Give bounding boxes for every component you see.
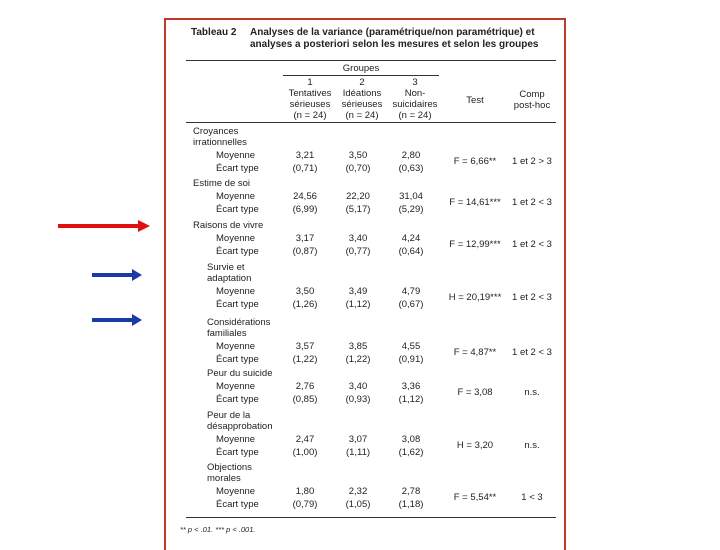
ecart-value: (0,71) <box>292 163 318 174</box>
column-header-1-num: 1 <box>307 77 313 88</box>
test-statistic: F = 6,66** <box>453 156 497 167</box>
moyenne-value: 2,80 <box>401 150 421 161</box>
section-title: Survie et <box>207 262 245 273</box>
post-hoc-comparison: 1 < 3 <box>521 492 543 503</box>
ecart-value: (1,05) <box>345 499 371 510</box>
moyenne-label: Moyenne <box>216 341 256 352</box>
post-hoc-comparison: n.s. <box>524 440 540 451</box>
test-statistic: F = 3,08 <box>457 387 493 398</box>
ecart-value: (5,29) <box>398 204 424 215</box>
ecart-value: (1,26) <box>292 299 318 310</box>
ecart-type-label: Écart type <box>216 499 259 510</box>
moyenne-value: 3,50 <box>295 286 315 297</box>
column-header-3-num: 3 <box>412 77 418 88</box>
section-title: désapprobation <box>207 421 273 432</box>
ecart-type-label: Écart type <box>216 163 259 174</box>
top-rule <box>186 60 556 61</box>
post-hoc-comparison: 1 et 2 < 3 <box>512 347 552 358</box>
post-hoc-comparison: 1 et 2 < 3 <box>512 292 552 303</box>
ecart-value: (1,00) <box>292 447 318 458</box>
ecart-value: (0,93) <box>345 394 371 405</box>
section-title: Raisons de vivre <box>193 220 264 231</box>
footnote: ** p < .01. *** p < .001. <box>180 525 256 534</box>
moyenne-value: 3,40 <box>348 233 368 244</box>
moyenne-value: 3,36 <box>401 381 421 392</box>
ecart-type-label: Écart type <box>216 447 259 458</box>
ecart-value: (0,77) <box>345 246 371 257</box>
moyenne-value: 2,76 <box>295 381 315 392</box>
ecart-value: (6,99) <box>292 204 318 215</box>
moyenne-value: 31,04 <box>399 191 423 202</box>
ecart-value: (0,79) <box>292 499 318 510</box>
ecart-type-label: Écart type <box>216 204 259 215</box>
test-statistic: H = 3,20 <box>456 440 494 451</box>
section-title: morales <box>207 473 241 484</box>
moyenne-label: Moyenne <box>216 286 256 297</box>
moyenne-label: Moyenne <box>216 486 256 497</box>
ecart-value: (1,11) <box>345 447 371 458</box>
ecart-type-label: Écart type <box>216 246 259 257</box>
column-header-3-l2: suicidaires <box>392 99 438 110</box>
column-header-1-l2: sérieuses <box>289 99 331 110</box>
column-header-2-l1: Idéations <box>342 88 382 99</box>
ecart-value: (1,18) <box>398 499 424 510</box>
table-caption-text: Analyses de la variance (paramétrique/non paramétrique) et analyses a posteriori selon les mesures et selon les groupes <box>250 27 539 50</box>
moyenne-value: 3,50 <box>348 150 368 161</box>
groupes-rule <box>283 75 439 76</box>
moyenne-value: 3,21 <box>295 150 315 161</box>
column-header-3-n: (n = 24) <box>398 110 432 121</box>
comp-header-2: post-hoc <box>513 100 551 111</box>
section-title: Considérations <box>207 317 271 328</box>
moyenne-value: 2,47 <box>295 434 315 445</box>
ecart-value: (5,17) <box>345 204 371 215</box>
section-title: Croyances <box>193 126 239 137</box>
column-header-1-n: (n = 24) <box>293 110 327 121</box>
column-header-1-l1: Tentatives <box>288 88 332 99</box>
moyenne-value: 3,17 <box>295 233 315 244</box>
ecart-value: (0,64) <box>398 246 424 257</box>
moyenne-value: 3,40 <box>348 381 368 392</box>
groupes-header: Groupes <box>342 63 380 74</box>
test-statistic: F = 12,99*** <box>449 239 501 250</box>
ecart-type-label: Écart type <box>216 354 259 365</box>
moyenne-value: 4,24 <box>401 233 421 244</box>
ecart-value: (0,87) <box>292 246 318 257</box>
post-hoc-comparison: 1 et 2 < 3 <box>512 239 552 250</box>
post-hoc-comparison: 1 et 2 > 3 <box>512 156 552 167</box>
ecart-value: (0,85) <box>292 394 318 405</box>
moyenne-value: 1,80 <box>295 486 315 497</box>
ecart-value: (1,62) <box>398 447 424 458</box>
column-header-2-n: (n = 24) <box>345 110 379 121</box>
moyenne-label: Moyenne <box>216 233 256 244</box>
test-statistic: H = 20,19*** <box>448 292 502 303</box>
post-hoc-comparison: 1 et 2 < 3 <box>512 197 552 208</box>
ecart-value: (1,12) <box>345 299 371 310</box>
ecart-value: (1,22) <box>345 354 371 365</box>
moyenne-value: 3,08 <box>401 434 421 445</box>
section-title: Peur du suicide <box>207 368 273 379</box>
moyenne-label: Moyenne <box>216 150 256 161</box>
moyenne-value: 3,07 <box>348 434 368 445</box>
ecart-value: (0,67) <box>398 299 424 310</box>
test-header: Test <box>466 95 484 106</box>
column-header-3-l1: Non- <box>404 88 426 99</box>
moyenne-value: 3,57 <box>295 341 315 352</box>
ecart-value: (1,12) <box>398 394 424 405</box>
section-title: Peur de la <box>207 410 251 421</box>
comp-header-1: Comp <box>519 89 545 100</box>
moyenne-value: 4,79 <box>401 286 421 297</box>
test-statistic: F = 4,87** <box>453 347 497 358</box>
header-rule <box>186 122 556 123</box>
test-statistic: F = 5,54** <box>453 492 497 503</box>
bottom-rule <box>186 517 556 518</box>
ecart-type-label: Écart type <box>216 394 259 405</box>
ecart-value: (0,70) <box>345 163 371 174</box>
section-title: familiales <box>207 328 247 339</box>
moyenne-value: 3,49 <box>348 286 368 297</box>
ecart-value: (0,63) <box>398 163 424 174</box>
post-hoc-comparison: n.s. <box>524 387 540 398</box>
moyenne-label: Moyenne <box>216 434 256 445</box>
moyenne-value: 2,78 <box>401 486 421 497</box>
section-title: Objections <box>207 462 252 473</box>
moyenne-label: Moyenne <box>216 381 256 392</box>
column-header-2-l2: sérieuses <box>341 99 383 110</box>
test-statistic: F = 14,61*** <box>449 197 501 208</box>
section-title: Estime de soi <box>193 178 251 189</box>
moyenne-value: 4,55 <box>401 341 421 352</box>
moyenne-value: 24,56 <box>293 191 317 202</box>
moyenne-value: 2,32 <box>348 486 368 497</box>
column-header-2-num: 2 <box>359 77 365 88</box>
moyenne-value: 3,85 <box>348 341 368 352</box>
moyenne-value: 22,20 <box>346 191 370 202</box>
section-title: adaptation <box>207 273 252 284</box>
ecart-type-label: Écart type <box>216 299 259 310</box>
ecart-value: (1,22) <box>292 354 318 365</box>
moyenne-label: Moyenne <box>216 191 256 202</box>
ecart-value: (0,91) <box>398 354 424 365</box>
table-caption-label: Tableau 2 <box>191 27 237 38</box>
section-title: irrationnelles <box>193 137 247 148</box>
